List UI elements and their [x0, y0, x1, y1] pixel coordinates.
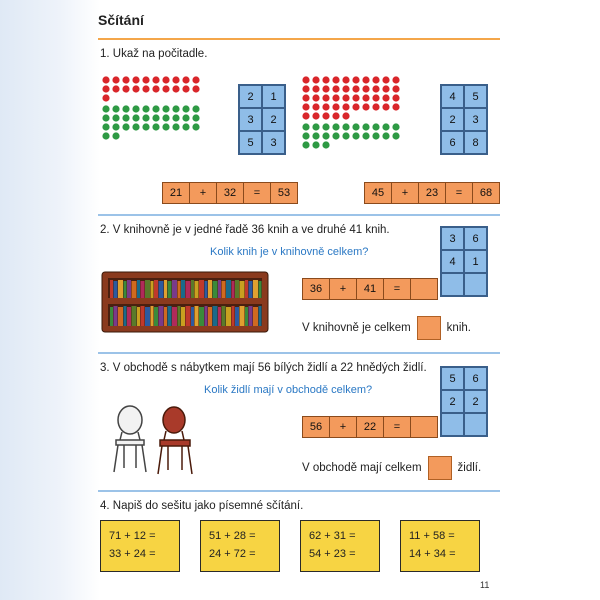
- red-bead: [312, 112, 319, 119]
- green-bead: [102, 132, 109, 139]
- red-bead: [182, 76, 189, 83]
- red-bead: [122, 85, 129, 92]
- green-bead: [352, 123, 359, 130]
- book-spine: [259, 306, 262, 326]
- task3-label: 3. V obchodě s nábytkem mají 56 bílých židlí a 22 hnědých židlí.: [100, 362, 427, 374]
- red-bead: [112, 85, 119, 92]
- book-spine: [137, 280, 140, 298]
- green-bead: [172, 105, 179, 112]
- book-spine: [213, 306, 218, 326]
- grid-cell: 3: [239, 108, 262, 131]
- green-bead: [352, 132, 359, 139]
- red-bead: [382, 103, 389, 110]
- book-spine: [222, 281, 226, 298]
- equation-cell: =: [244, 183, 271, 203]
- book-spine-shadow: [0, 0, 100, 600]
- book-spine: [191, 307, 194, 326]
- red-bead: [112, 76, 119, 83]
- green-bead: [132, 123, 139, 130]
- book-spine: [154, 307, 158, 326]
- book-spine: [172, 280, 177, 298]
- equation-cell: 68: [479, 187, 493, 199]
- book-spine: [118, 280, 123, 298]
- green-bead: [192, 114, 199, 121]
- book-spine: [213, 281, 218, 298]
- book-spine: [226, 307, 231, 326]
- green-bead: [182, 105, 189, 112]
- red-bead: [322, 112, 329, 119]
- section-divider: [98, 490, 500, 492]
- red-bead: [312, 103, 319, 110]
- abacus-left: [100, 70, 240, 160]
- green-bead: [122, 123, 129, 130]
- answer-prefix: V knihovně je celkem: [302, 322, 411, 334]
- equation-cell: =: [446, 183, 473, 203]
- red-bead: [142, 85, 149, 92]
- equation-cell: [411, 417, 437, 437]
- red-bead: [382, 94, 389, 101]
- book-spine: [154, 280, 158, 298]
- red-bead: [172, 76, 179, 83]
- task2-label: 2. V knihovně je v jedné řadě 36 knih a ve druhé 41 knih.: [100, 224, 390, 236]
- red-bead: [332, 112, 339, 119]
- red-bead: [312, 85, 319, 92]
- exercise-box: [200, 520, 280, 572]
- grid-cell: [464, 413, 487, 436]
- book-spine: [159, 306, 164, 326]
- exercise-box: [400, 520, 480, 572]
- red-bead: [392, 94, 399, 101]
- green-bead: [142, 114, 149, 121]
- green-bead: [142, 123, 149, 130]
- grid-cell: [441, 273, 464, 296]
- equation-cell: 36: [303, 279, 330, 299]
- grid-cell: 5: [239, 131, 262, 154]
- red-bead: [132, 76, 139, 83]
- abacus-right: [300, 70, 440, 160]
- book-spine: [178, 281, 181, 298]
- green-bead: [102, 114, 109, 121]
- answer-suffix: židlí.: [457, 462, 482, 474]
- green-bead: [322, 123, 329, 130]
- answer-box[interactable]: [417, 316, 441, 340]
- book-spine: [245, 307, 248, 326]
- red-bead: [342, 94, 349, 101]
- answer-suffix: knih.: [446, 322, 471, 334]
- red-bead: [332, 85, 339, 92]
- grid-cell: 6: [464, 227, 487, 250]
- book-spine: [186, 306, 191, 326]
- grid-cell: 2: [464, 390, 487, 413]
- red-bead: [342, 112, 349, 119]
- green-bead: [182, 114, 189, 121]
- green-bead: [172, 123, 179, 130]
- red-bead: [322, 103, 329, 110]
- book-spine: [222, 306, 226, 326]
- page-title: Sčítání: [98, 12, 144, 28]
- red-bead: [362, 103, 369, 110]
- book-spine: [114, 306, 118, 326]
- red-bead: [332, 94, 339, 101]
- red-bead: [122, 76, 129, 83]
- red-bead: [322, 76, 329, 83]
- green-bead: [332, 132, 339, 139]
- red-bead: [372, 76, 379, 83]
- red-bead: [132, 85, 139, 92]
- green-bead: [112, 114, 119, 121]
- red-bead: [102, 76, 109, 83]
- book-spine: [226, 280, 231, 298]
- place-value-grid-2: [440, 84, 488, 155]
- red-bead: [322, 94, 329, 101]
- red-bead: [372, 94, 379, 101]
- equation-cell: =: [384, 417, 411, 437]
- red-bead: [102, 94, 109, 101]
- book-spine: [137, 307, 140, 326]
- green-bead: [392, 132, 399, 139]
- grid-cell: 2: [262, 108, 285, 131]
- task2-answer: [302, 316, 471, 340]
- red-bead: [302, 103, 309, 110]
- book-spine: [124, 306, 127, 326]
- task3-answer: [302, 456, 481, 480]
- grid-cell: 6: [441, 131, 464, 154]
- green-bead: [302, 132, 309, 139]
- book-spine: [205, 281, 208, 298]
- red-bead: [382, 85, 389, 92]
- red-bead: [352, 94, 359, 101]
- book-spine: [205, 306, 208, 326]
- green-bead: [132, 114, 139, 121]
- equation-cell: +: [330, 417, 357, 437]
- book-spine: [145, 307, 150, 326]
- book-spine: [110, 307, 113, 326]
- red-bead: [302, 85, 309, 92]
- grid-cell: 6: [464, 367, 487, 390]
- green-bead: [322, 141, 329, 148]
- answer-box[interactable]: [428, 456, 452, 480]
- exercise-box: [300, 520, 380, 572]
- equation-cell: +: [330, 279, 357, 299]
- red-bead: [332, 103, 339, 110]
- red-bead: [342, 76, 349, 83]
- green-bead: [392, 123, 399, 130]
- red-bead: [332, 76, 339, 83]
- section-divider: [98, 214, 500, 216]
- equation-cell: +: [190, 183, 217, 203]
- book-spine: [141, 306, 145, 326]
- green-bead: [112, 123, 119, 130]
- green-bead: [162, 123, 169, 130]
- book-spine: [208, 280, 212, 298]
- grid-cell: 4: [441, 85, 464, 108]
- green-bead: [302, 123, 309, 130]
- green-bead: [192, 123, 199, 130]
- book-spine: [145, 280, 150, 298]
- book-spine: [208, 307, 212, 326]
- green-bead: [172, 114, 179, 121]
- grid-cell: 2: [239, 85, 262, 108]
- book-spine: [218, 280, 221, 298]
- equation-strip-2: [364, 182, 500, 204]
- book-spine: [124, 281, 127, 298]
- red-bead: [312, 76, 319, 83]
- red-bead: [352, 85, 359, 92]
- red-bead: [192, 85, 199, 92]
- task3-question: Kolik židlí mají v obchodě celkem?: [204, 384, 373, 396]
- red-bead: [162, 76, 169, 83]
- book-spine: [159, 281, 164, 298]
- equation-strip-1: [162, 182, 298, 204]
- red-bead: [382, 76, 389, 83]
- green-bead: [342, 132, 349, 139]
- exercise-line: 54 + 23 =: [309, 548, 356, 560]
- red-bead: [152, 85, 159, 92]
- grid-cell: 1: [262, 85, 285, 108]
- book-spine: [151, 281, 154, 298]
- book-spine: [181, 280, 185, 298]
- equation-cell: 22: [357, 417, 384, 437]
- place-value-grid-3: [440, 226, 488, 297]
- green-bead: [142, 105, 149, 112]
- title-rule: [98, 38, 500, 40]
- book-spine: [164, 307, 167, 326]
- book-spine: [245, 280, 248, 298]
- green-bead: [162, 105, 169, 112]
- book-spine: [164, 280, 167, 298]
- exercise-box: [100, 520, 180, 572]
- book-spine: [191, 280, 194, 298]
- red-bead: [182, 85, 189, 92]
- book-spine: [195, 306, 199, 326]
- equation-cell: 53: [277, 187, 291, 199]
- task2-question: Kolik knih je v knihovně celkem?: [210, 246, 369, 258]
- green-bead: [152, 114, 159, 121]
- book-spine: [114, 281, 118, 298]
- equation-cell: 21: [163, 183, 190, 203]
- green-bead: [332, 123, 339, 130]
- equation-cell: 45: [365, 183, 392, 203]
- book-spine: [151, 306, 154, 326]
- green-bead: [322, 132, 329, 139]
- workbook-page: [88, 0, 600, 600]
- book-spine: [127, 307, 131, 326]
- book-spine: [110, 280, 113, 298]
- red-bead: [192, 76, 199, 83]
- grid-cell: 4: [441, 250, 464, 273]
- green-bead: [372, 123, 379, 130]
- green-bead: [132, 105, 139, 112]
- green-bead: [122, 105, 129, 112]
- book-spine: [181, 307, 185, 326]
- red-bead: [102, 85, 109, 92]
- section-divider: [98, 352, 500, 354]
- exercise-line: 14 + 34 =: [409, 548, 456, 560]
- red-bead: [362, 85, 369, 92]
- grid-cell: 3: [464, 108, 487, 131]
- book-spine: [249, 281, 253, 298]
- page-number: 11: [480, 580, 490, 590]
- grid-cell: 2: [441, 108, 464, 131]
- book-spine: [172, 307, 177, 326]
- book-spine: [199, 307, 204, 326]
- grid-cell: 3: [441, 227, 464, 250]
- green-bead: [382, 132, 389, 139]
- equation-cell: [411, 279, 437, 299]
- red-bead: [302, 76, 309, 83]
- exercise-line: 51 + 28 =: [209, 530, 256, 542]
- equation-cell: =: [384, 279, 411, 299]
- green-bead: [152, 123, 159, 130]
- green-bead: [102, 105, 109, 112]
- green-bead: [112, 132, 119, 139]
- grid-cell: 3: [262, 131, 285, 154]
- book-spine: [240, 281, 245, 298]
- green-bead: [312, 141, 319, 148]
- red-bead: [392, 103, 399, 110]
- grid-cell: [464, 273, 487, 296]
- book-spine: [141, 281, 145, 298]
- book-spine: [132, 306, 137, 326]
- exercise-line: 33 + 24 =: [109, 548, 156, 560]
- green-bead: [182, 123, 189, 130]
- red-bead: [172, 85, 179, 92]
- task4-label: 4. Napiš do sešitu jako písemné sčítání.: [100, 500, 304, 512]
- book-spine: [249, 306, 253, 326]
- red-bead: [312, 94, 319, 101]
- book-spine: [232, 281, 235, 298]
- bookshelf-illustration: [100, 268, 270, 334]
- book-spine: [253, 307, 258, 326]
- equation-strip-4: [302, 416, 438, 438]
- red-bead: [342, 85, 349, 92]
- book-spine: [132, 281, 137, 298]
- green-bead: [372, 132, 379, 139]
- grid-cell: 5: [441, 367, 464, 390]
- grid-cell: [441, 413, 464, 436]
- equation-cell: +: [392, 183, 419, 203]
- exercise-line: 11 + 58 =: [409, 530, 455, 542]
- grid-cell: 2: [441, 390, 464, 413]
- exercise-line: 71 + 12 =: [109, 530, 156, 542]
- equation-cell: 23: [419, 183, 446, 203]
- book-spine: [168, 306, 172, 326]
- equation-cell: 32: [217, 183, 244, 203]
- green-bead: [102, 123, 109, 130]
- red-bead: [392, 76, 399, 83]
- red-bead: [362, 94, 369, 101]
- task1-label: 1. Ukaž na počitadle.: [100, 48, 208, 60]
- green-bead: [112, 105, 119, 112]
- book-spine: [127, 280, 131, 298]
- red-bead: [342, 103, 349, 110]
- answer-prefix: V obchodě mají celkem: [302, 462, 422, 474]
- grid-cell: 1: [464, 250, 487, 273]
- green-bead: [342, 123, 349, 130]
- red-bead: [372, 85, 379, 92]
- book-spine: [199, 280, 204, 298]
- book-spine: [178, 306, 181, 326]
- red-bead: [302, 112, 309, 119]
- green-bead: [162, 114, 169, 121]
- red-bead: [142, 76, 149, 83]
- green-bead: [382, 123, 389, 130]
- grid-cell: 8: [464, 131, 487, 154]
- book-spine: [235, 307, 239, 326]
- book-spine: [240, 306, 245, 326]
- green-bead: [302, 141, 309, 148]
- book-spine: [235, 280, 239, 298]
- place-value-grid-1: [238, 84, 286, 155]
- red-bead: [372, 103, 379, 110]
- equation-cell: 56: [303, 417, 330, 437]
- chairs-illustration: [100, 400, 200, 480]
- green-bead: [362, 132, 369, 139]
- red-bead: [322, 85, 329, 92]
- place-value-grid-4: [440, 366, 488, 437]
- book-spine: [186, 281, 191, 298]
- book-spine: [232, 306, 235, 326]
- book-spine: [118, 307, 123, 326]
- red-bead: [152, 76, 159, 83]
- exercise-line: 62 + 31 =: [309, 530, 356, 542]
- red-bead: [352, 76, 359, 83]
- green-bead: [362, 123, 369, 130]
- green-bead: [192, 105, 199, 112]
- book-spine: [253, 280, 258, 298]
- green-bead: [152, 105, 159, 112]
- green-bead: [122, 114, 129, 121]
- green-bead: [312, 132, 319, 139]
- grid-cell: 5: [464, 85, 487, 108]
- red-bead: [352, 103, 359, 110]
- book-spine: [259, 281, 262, 298]
- book-spine: [218, 307, 221, 326]
- green-bead: [312, 123, 319, 130]
- red-bead: [362, 76, 369, 83]
- equation-strip-3: [302, 278, 438, 300]
- red-bead: [302, 94, 309, 101]
- red-bead: [392, 85, 399, 92]
- exercise-line: 24 + 72 =: [209, 548, 256, 560]
- book-spine: [195, 281, 199, 298]
- equation-cell: 41: [357, 279, 384, 299]
- red-bead: [162, 85, 169, 92]
- book-spine: [168, 281, 172, 298]
